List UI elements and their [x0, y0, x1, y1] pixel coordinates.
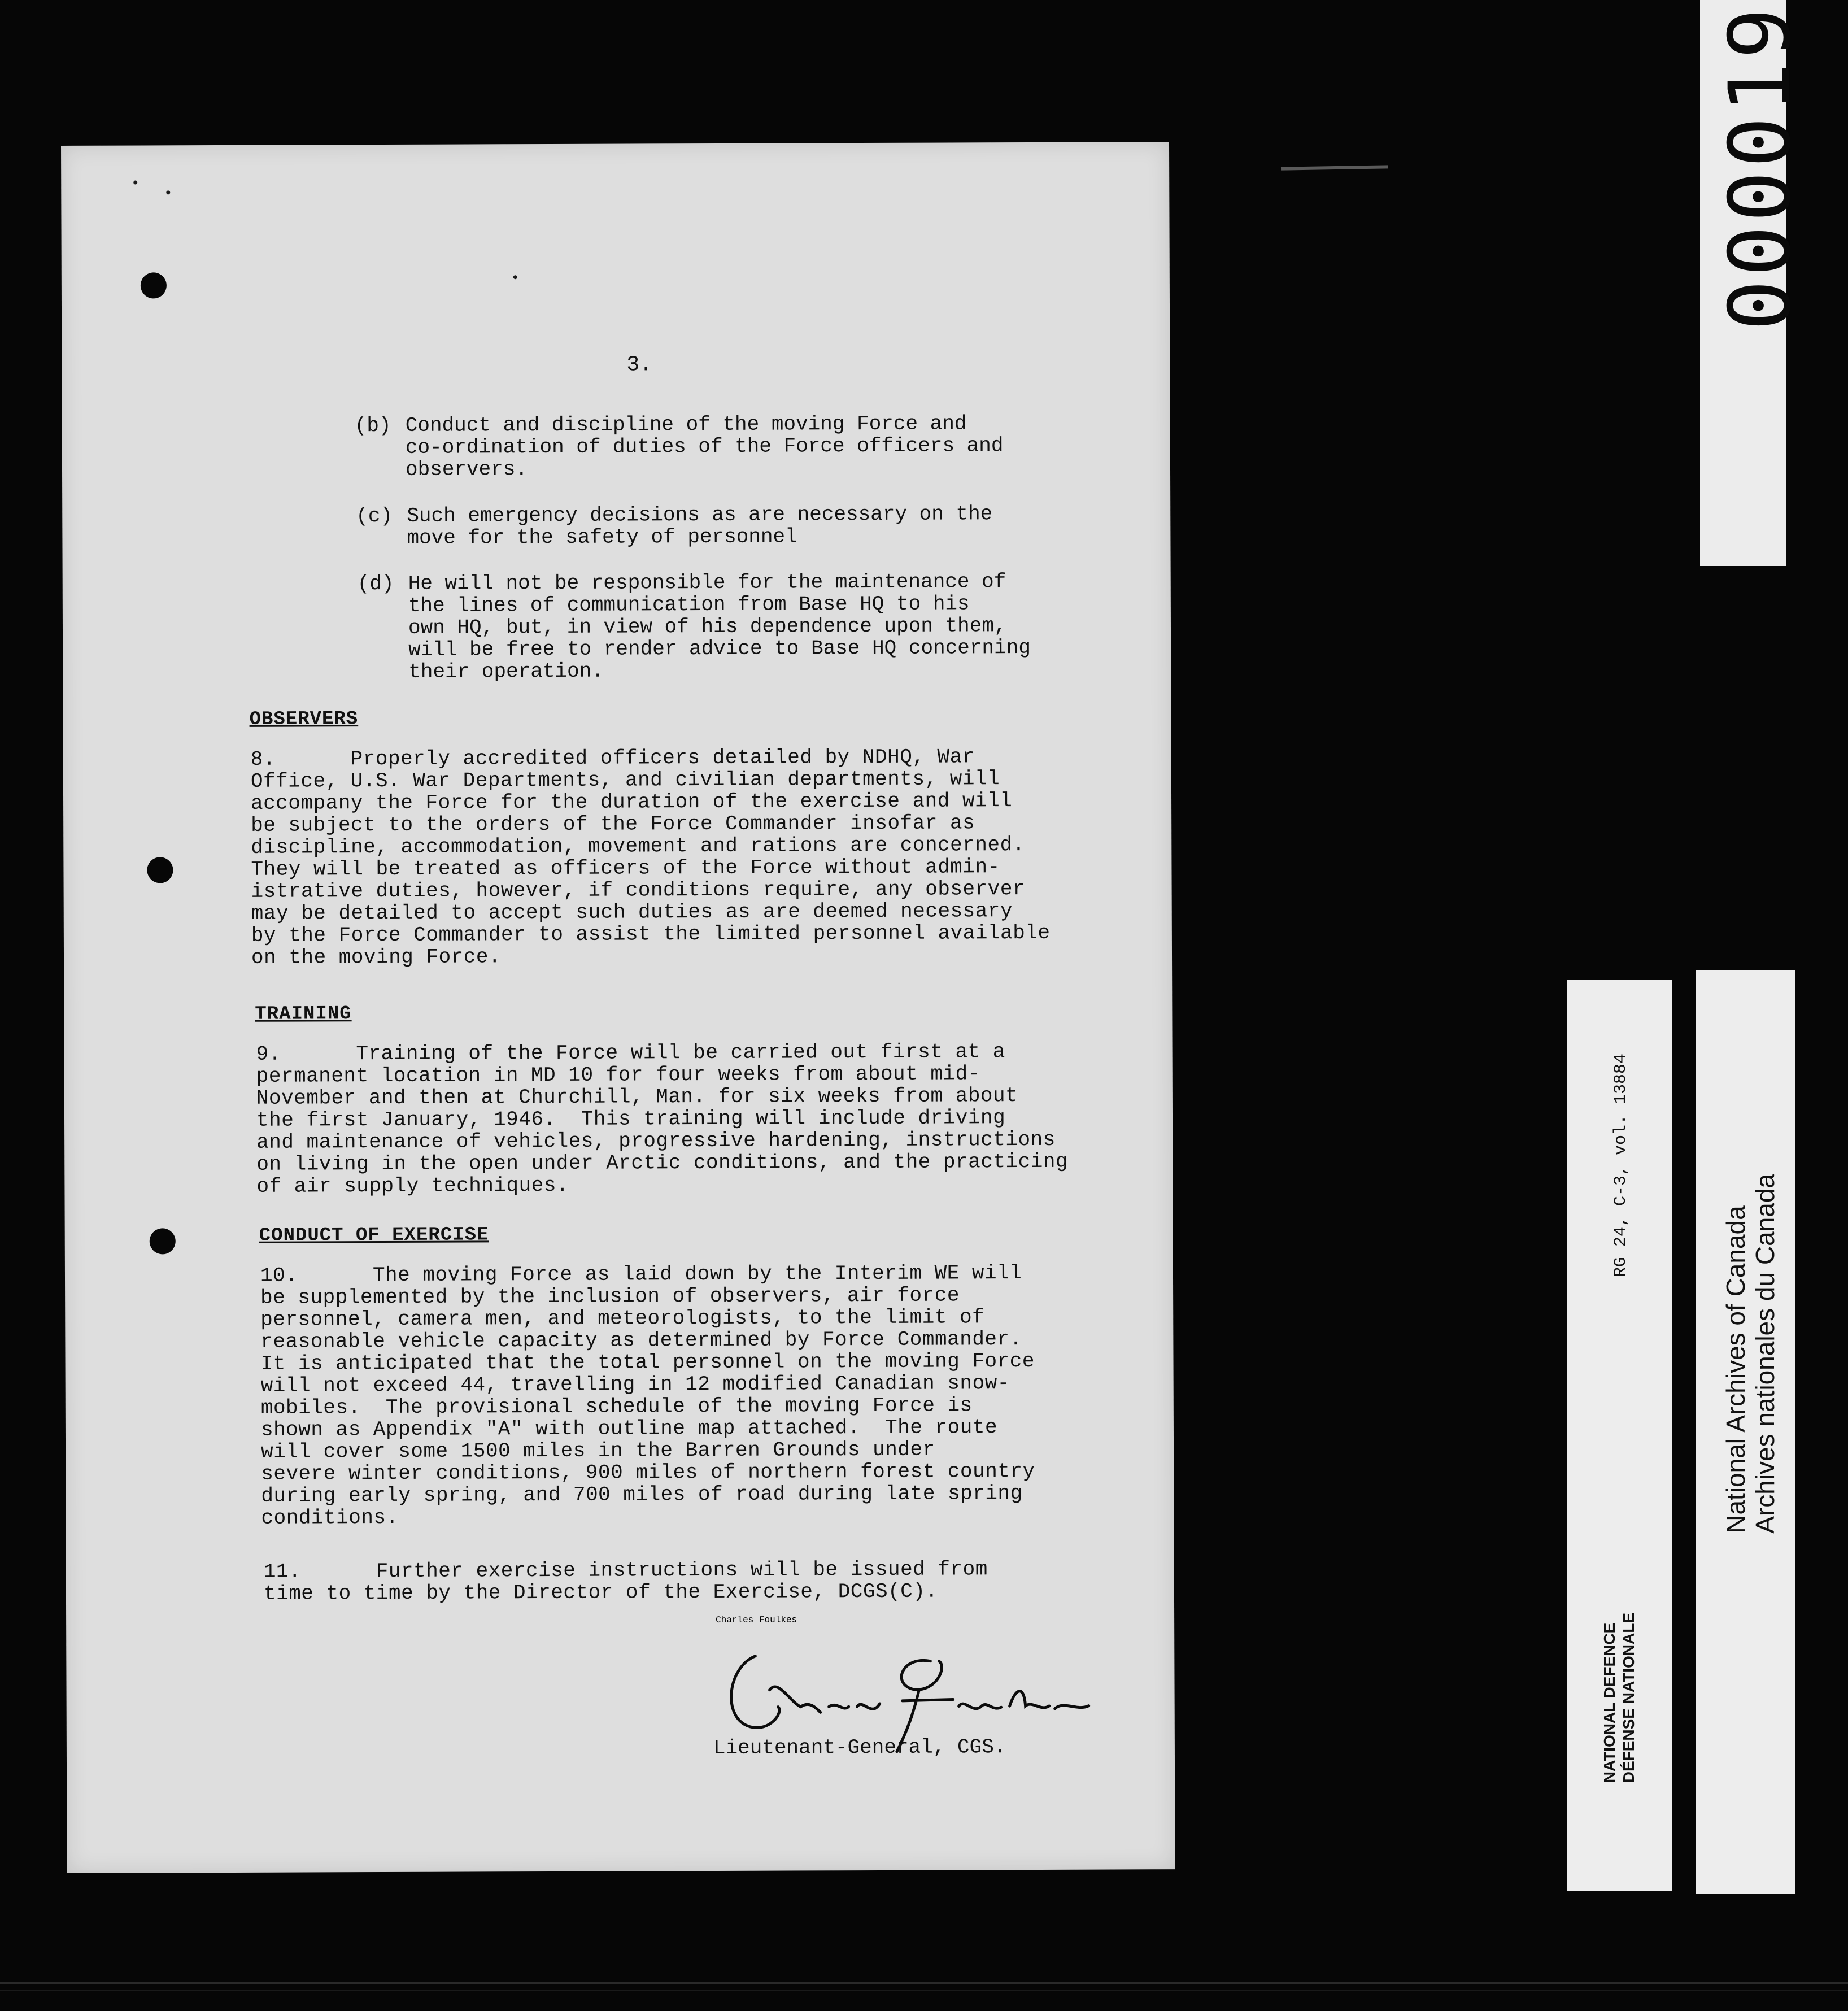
department-name: NATIONAL DEFENCE DÉFENSE NATIONALE [1601, 1613, 1637, 1783]
item-b [355, 412, 1004, 481]
reference-label-strip [1567, 980, 1672, 1891]
paper-speck [133, 181, 137, 185]
paragraph-11: 11. Further exercise instructions will be issued from time to time by the Director of the Exercise, DCGS(C). [263, 1557, 988, 1605]
item-label: (c) [356, 504, 393, 528]
item-c [356, 503, 992, 549]
paragraph-9: 9. Training of the Force will be carried out first at a permanent location in MD 10 for four weeks from about mid- November and then at Churchill, Man. for six weeks from about the first January, 1946. This training will include driving and maintenance of vehicles, progressive hardening, instructions on living in the open under Arctic conditions, and the practicing of air supply techniques. [256, 1040, 1069, 1198]
page-number: 3. [626, 352, 653, 377]
item-text: Such emergency decisions as are necessary on the move for the safety of personnel [407, 502, 993, 550]
signature-text: Charles Foulkes [716, 1614, 797, 1625]
punch-hole [147, 857, 173, 883]
item-label: (d) [357, 572, 394, 596]
frame-number: 000019 [1711, 5, 1810, 331]
film-edge-line [0, 1982, 1848, 1984]
item-label: (b) [354, 413, 391, 438]
punch-hole [150, 1228, 176, 1254]
frame-counter-label [1700, 0, 1810, 566]
signature-title: Lieutenant-General, CGS. [713, 1735, 1006, 1760]
item-text: He will not be responsible for the maintenance of the lines of communication from Base HQ to his own HQ, but, in view of his dependence upon them, will be free to render advice to Base HQ concerning their operation. [408, 570, 1031, 684]
punch-hole [141, 272, 167, 298]
section-heading-training: TRAINING [255, 1003, 352, 1025]
item-text: Conduct and discipline of the moving Force and co-ordination of duties of the Force officers and observers. [405, 412, 1004, 481]
paragraph-8: 8. Properly accredited officers detailed by NDHQ, War Office, U.S. War Departments, and civilian departments, will accompany the Force for the duration of the exercise and will be subject to the orders of the Force Commander insofar as discipline, accommodation, movement and rations are concerned. They will be treated as officers of the Force without admin- istrative duties, however, if conditions require, any observer may be detailed to accept such duties as are deemed necessary by the Force Commander to assist the limited personnel available on the moving Force. [250, 745, 1051, 969]
paper-speck [513, 275, 517, 279]
document-page [61, 142, 1175, 1873]
archive-reference: RG 24, C-3, vol. 13884 [1611, 1054, 1631, 1278]
item-d [358, 571, 1031, 683]
section-heading-conduct: CONDUCT OF EXERCISE [259, 1224, 489, 1247]
institution-name: National Archives of Canada Archives nationales du Canada [1721, 1174, 1780, 1534]
film-scratch [1281, 165, 1388, 170]
paper-speck [166, 190, 170, 194]
paragraph-10: 10. The moving Force as laid down by the Interim WE will be supplemented by the inclusion of observers, air force personnel, camera men, and meteorologists, to the limit of reasonable vehicle capacity as determined by Force Commander. It is anticipated that the total personnel on the moving Force will not exceed 44, travelling in 12 modified Canadian snow- mobiles. The provisional schedule of the moving Force is shown as Appendix "A" with outline map attached. The route will cover some 1500 miles in the Barren Grounds under severe winter conditions, 900 miles of northern forest country during early spring, and 700 miles of road during late spring conditions. [260, 1261, 1035, 1530]
section-heading-observers: OBSERVERS [249, 708, 359, 730]
film-edge-line [0, 1990, 1848, 1991]
archives-label-strip [1696, 970, 1795, 1894]
